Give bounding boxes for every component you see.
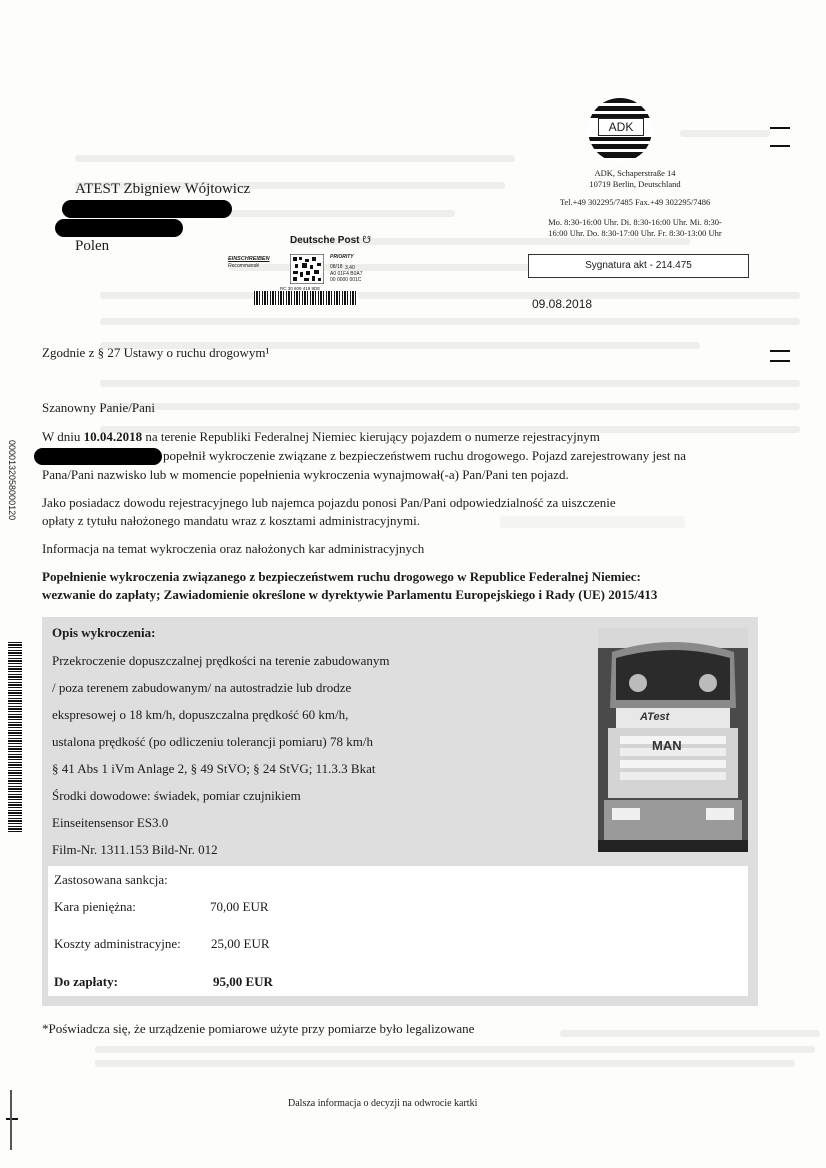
info-line: Informacja na temat wykroczenia oraz nałożonych kar administracyjnych — [42, 541, 425, 556]
violation-title: Opis wykroczenia: — [52, 625, 156, 640]
postage-service: EINSCHREIBEN — [228, 256, 270, 262]
postage-datamatrix-icon — [290, 254, 324, 284]
violation-line: Przekroczenie dopuszczalnej prędkości na terenie zabudowanym — [52, 653, 390, 668]
recipient-country: Polen — [75, 238, 110, 254]
fine-label: Kara pieniężna: — [54, 899, 136, 914]
redacted-plate-number — [34, 448, 162, 465]
violation-line: ekspresowej o 18 km/h, dopuszczalna prędkość 60 km/h, — [52, 707, 349, 722]
paragraph-1-line3: Pana/Pani nazwisko lub w momencie popełnienia wykroczenia wynajmował(-a) Pan/Pani ten pojazd. — [42, 467, 569, 482]
postage-amount: 3,40 — [345, 265, 355, 271]
calibration-footnote: *Poświadcza się, że urządzenie pomiarowe użyte przy pomiarze było legalizowane — [42, 1021, 475, 1036]
fold-mark — [770, 145, 790, 147]
sender-address-line2: 10719 Berlin, Deutschland — [589, 179, 681, 189]
para1-prefix: W dniu — [42, 429, 84, 444]
reverse-side-note: Dalsza informacja o decyzji na odwrocie kartki — [288, 1098, 478, 1109]
postage-service-sub: Recommandé — [228, 263, 260, 269]
office-hours-line1: Mo. 8:30-16:00 Uhr. Di. 8:30-16:00 Uhr. Mi. 8:30- — [548, 217, 722, 227]
fold-mark — [770, 127, 790, 129]
postage-carrier-text: Deutsche Post — [290, 235, 360, 246]
recipient-name: ATEST Zbigniew Wójtowicz — [75, 181, 251, 197]
violation-line: § 41 Abs 1 iVm Anlage 2, § 49 StVO; § 24 StVG; 11.3.3 Bkat — [52, 761, 376, 776]
notice-title-line1: Popełnienie wykroczenia związanego z bezpieczeństwem ruchu drogowego w Republice Federalnej Niemiec: — [42, 569, 641, 584]
salutation: Szanowny Panie/Pani — [42, 400, 156, 415]
postage-code1: 08/18 — [330, 264, 343, 270]
legal-basis-heading: Zgodnie z § 27 Ustawy o ruchu drogowym¹ — [42, 345, 270, 360]
letter-date: 09.08.2018 — [532, 297, 593, 311]
admin-cost-label: Koszty administracyjne: — [54, 936, 181, 951]
postage-code3: 00 0000 001C — [330, 277, 362, 283]
redacted-city — [55, 219, 183, 237]
total-value: 95,00 EUR — [213, 974, 273, 989]
violation-line: Einseitensensor ES3.0 — [52, 815, 169, 830]
offense-date: 10.04.2018 — [83, 429, 143, 444]
fold-mark — [770, 350, 790, 352]
postage-priority: PRIORITY — [330, 254, 354, 260]
violation-line: Środki dowodowe: świadek, pomiar czujnikiem — [52, 788, 301, 803]
paragraph-2-line2: opłaty z tytułu nałożonego mandatu wraz z kosztami administracyjnymi. — [42, 513, 420, 528]
evidence-photo — [598, 628, 748, 852]
posthorn-icon: ☋ — [362, 235, 372, 246]
fold-mark — [6, 1118, 18, 1120]
truck-livery-text: ATest — [640, 711, 670, 723]
tracking-number: RC 30 609 419 9DE — [280, 286, 321, 291]
total-label: Do zapłaty: — [54, 974, 118, 989]
admin-cost-value: 25,00 EUR — [211, 936, 270, 951]
fold-mark — [770, 360, 790, 362]
redacted-street — [62, 200, 232, 218]
logo-text: ADK — [598, 118, 644, 136]
fine-value: 70,00 EUR — [210, 899, 269, 914]
paragraph-1-line1 — [42, 428, 600, 446]
para1-rest: na terenie Republiki Federalnej Niemiec kierujący pojazdem o numerze rejestracyjnym — [142, 429, 600, 444]
violation-line: Film-Nr. 1311.153 Bild-Nr. 012 — [52, 842, 218, 857]
case-reference: Sygnatura akt - 214.475 — [528, 254, 749, 278]
paragraph-2-line1: Jako posiadacz dowodu rejestracyjnego lub najemca pojazdu ponosi Pan/Pani odpowiedzialność za uiszczenie — [42, 495, 616, 510]
office-hours-line2: 16:00 Uhr. Do. 8:30-17:00 Uhr. Fr. 8:30-13:00 Uhr — [548, 228, 722, 238]
postage-code2: A0 01F4 B0A7 — [330, 271, 363, 277]
tracking-barcode — [254, 291, 358, 305]
violation-line: ustalona prędkość (po odliczeniu tolerancji pomiaru) 78 km/h — [52, 734, 373, 749]
sanction-title: Zastosowana sankcja: — [54, 872, 168, 887]
fold-mark — [10, 1090, 12, 1150]
side-barcode — [8, 642, 22, 832]
sender-address-line1: ADK, Schaperstraße 14 — [594, 168, 676, 178]
sender-phone: Tel.+49 302295/7485 Fax.+49 302295/7486 — [559, 197, 711, 207]
paragraph-1-line2: popełnił wykroczenie związane z bezpieczeństwem ruchu drogowego. Pojazd zarejestrowany jest na — [163, 448, 687, 463]
truck-brand-text: MAN — [652, 738, 682, 753]
postage-carrier — [290, 235, 371, 246]
side-document-code: 0000132058000120 — [7, 440, 17, 521]
violation-line: / poza terenem zabudowanym/ na autostradzie lub drodze — [52, 680, 352, 695]
notice-title-line2: wezwanie do zapłaty; Zawiadomienie określone w dyrektywie Parlamentu Europejskiego i Rady (UE) 2015/413 — [42, 587, 658, 602]
